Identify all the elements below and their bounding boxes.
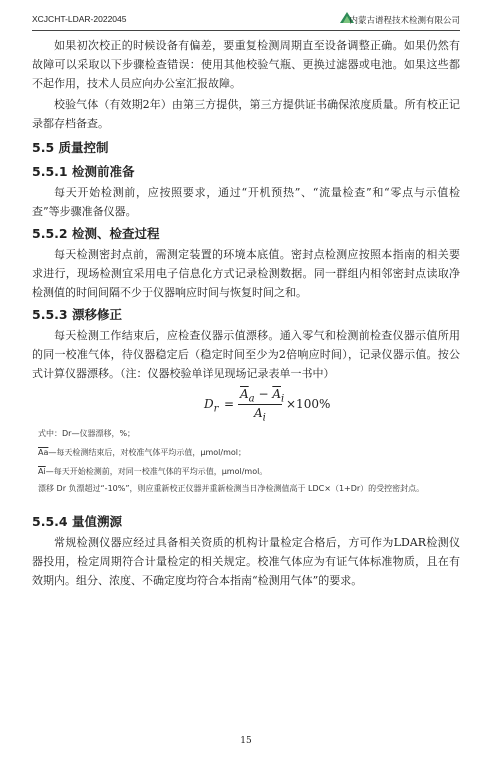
definition-ai: $\overline{Ai}—$每天开始检测前，对同一校准气体的平均示值，μmol/mol。: [38, 467, 268, 476]
definition-dr: 式中：Dr—仪器漂移，%；: [38, 429, 136, 438]
formula-fraction-bar: [238, 404, 282, 405]
paragraph-traceability: 常规检测仪器应经过具备相关资质的机构计量检定合格后，方可作为LDAR检测仪器投用，检定周期符合计量检定的相关规定。校准气体应为有证气体标准物质，且在有效期内。组分、浓度、不确定度均符合本指南“检测用气体”的要求。: [32, 536, 460, 587]
heading-5-5-2: 5.5.2 检测、检查过程: [32, 226, 160, 241]
formula-denominator: $A_i$: [254, 406, 266, 424]
page-number: 15: [240, 736, 252, 746]
paragraph-calibration-deviation: 如果初次校正的时候设备有偏差，要重复检测周期直至设备调整正确。如果仍然有故障可以采取以下步骤检查错误：使用其他校验气瓶、更换过滤器或电池。如果这些都不起作用，技术人员应向办公室汇报故障。: [32, 39, 460, 90]
paragraph-calibration-gas: 校验气体（有效期2年）由第三方提供，第三方提供证书确保浓度质量。所有校正记录都存档备查。: [32, 98, 460, 130]
page-header: [32, 8, 460, 31]
heading-5-5-4: 5.5.4 量值溯源: [32, 514, 122, 529]
definition-aa: $\overline{Aa}—$每天检测结束后，对校准气体平均示值，μmol/mol；: [38, 448, 246, 457]
drift-note: 漂移 Dr 负漂超过“-10%”，则应重新校正仪器并重新检测当日净检测值高于 LDC×（1+Dr）的受控密封点。: [38, 484, 425, 493]
heading-5-5: 5.5 质量控制: [32, 140, 109, 155]
heading-5-5-3: 5.5.3 漂移修正: [32, 307, 122, 322]
paragraph-drift-correction: 每天检测工作结束后，应检查仪器示值漂移。通入零气和检测前检查仪器示值所用的同一校准气体，待仪器稳定后（稳定时间至少为2倍响应时间），记录仪器示值。按公式计算仪器漂移。（注：仪器校验单详见现场记录表单一书中）: [32, 329, 460, 380]
formula-equals: =: [224, 397, 235, 411]
paragraph-inspection-process: 每天检测密封点前，需测定装置的环境本底值。密封点检测应按照本指南的相关要求进行，现场检测宜采用电子信息化方式记录检测数据。同一群组内相邻密封点读取净检测值的时间间隔不少于仪器响应时间与恢复时间之和。: [32, 248, 460, 299]
formula-numerator: $\overline{A}_a - \overline{A}_i$: [240, 387, 285, 405]
formula-multiplier: ×100%: [286, 397, 331, 411]
drift-formula: [32, 383, 460, 427]
heading-5-5-1: 5.5.1 检测前准备: [32, 164, 135, 179]
company-name: 内蒙古谱程技术检测有限公司: [349, 16, 460, 26]
formula-lhs: $D_r$: [204, 397, 219, 415]
doc-code: XCJCHT-LDAR-2022045: [32, 14, 127, 24]
document-body: [32, 36, 460, 590]
paragraph-preparation: 每天开始检测前，应按照要求，通过“开机预热”、“流量检查”和“零点与示值检查”等步骤准备仪器。: [32, 186, 460, 218]
